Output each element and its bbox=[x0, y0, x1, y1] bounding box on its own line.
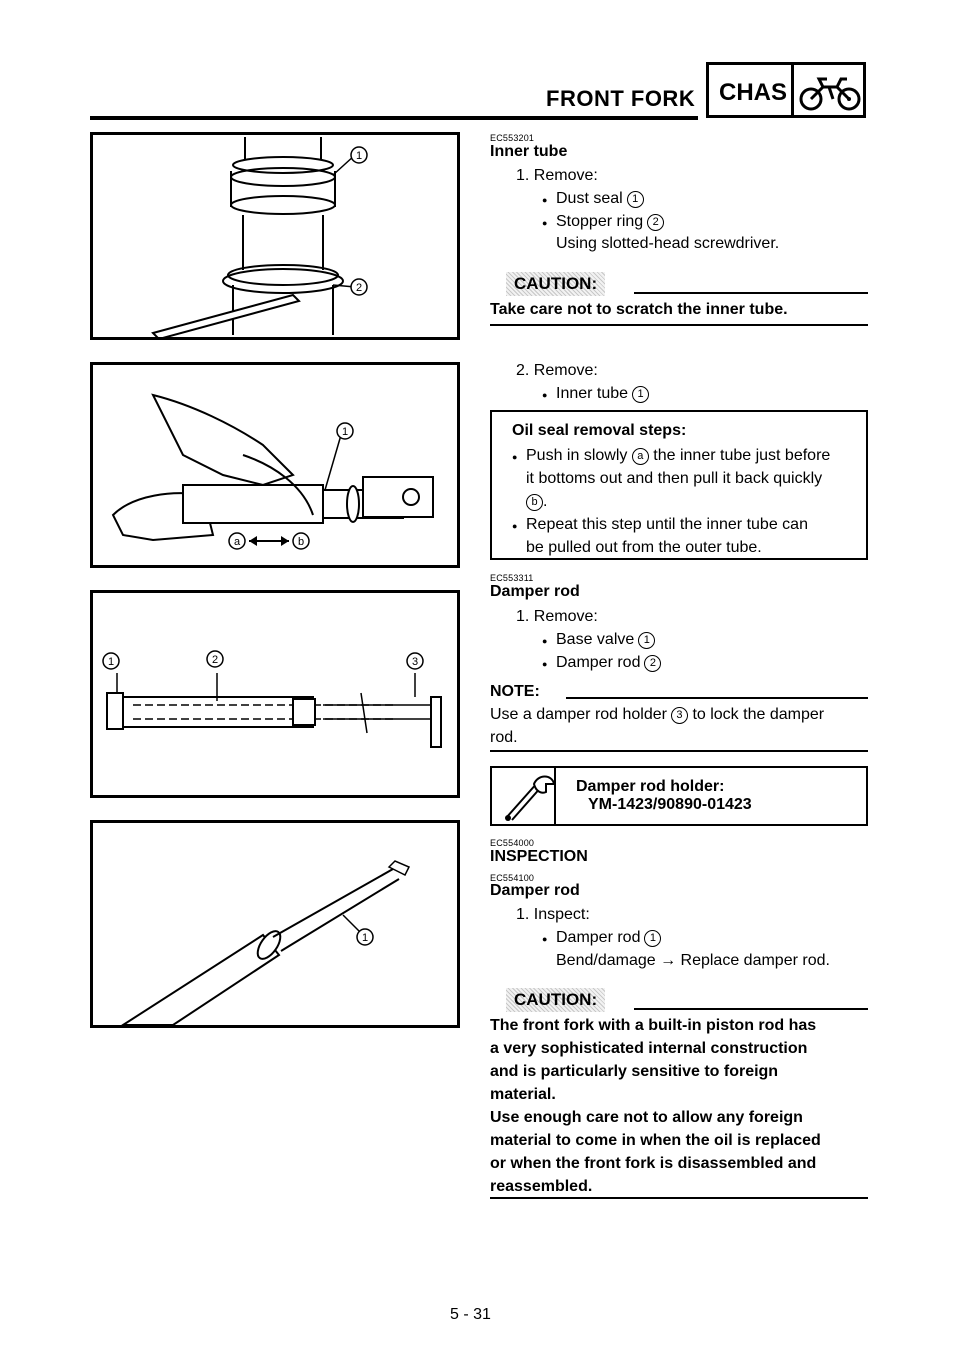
step-text: 1. Remove: bbox=[516, 167, 598, 184]
section-code: EC554000 bbox=[490, 838, 535, 848]
result-text: Bend/damage → Replace damper rod. bbox=[556, 952, 830, 969]
list-item: ● Push in slowly a the inner tube just before bbox=[526, 446, 830, 466]
callout-3: 3 bbox=[411, 656, 419, 668]
list-item: ● Base valve 1 bbox=[556, 630, 655, 650]
note-text: Use a damper rod holder 3 to lock the damper bbox=[490, 706, 825, 723]
figure-inner-tube-removal bbox=[90, 362, 460, 568]
section-tab bbox=[706, 62, 866, 118]
caution-label: CAUTION: bbox=[506, 988, 605, 1012]
caution-text: Take care not to scratch the inner tube. bbox=[490, 301, 788, 318]
callout-1: 1 bbox=[355, 150, 363, 162]
figure-dust-seal-removal bbox=[90, 132, 460, 340]
section-code: EC553201 bbox=[490, 133, 535, 143]
callout-1: 1 bbox=[341, 426, 349, 438]
subsection-heading: Damper rod bbox=[490, 882, 580, 899]
wrench-icon bbox=[498, 772, 558, 822]
oil-seal-steps-box: Oil seal removal steps: ● Push in slowly a the inner tube just before it bottoms out and then pull it back quickly b . ● Repeat this step until the inner tube can be pulled out from the outer tube. bbox=[490, 410, 868, 560]
list-item: ● Inner tube 1 bbox=[556, 384, 649, 404]
list-item: ● Dust seal 1 bbox=[556, 189, 644, 209]
section-code: EC553311 bbox=[490, 573, 534, 583]
callout-1: 1 bbox=[107, 656, 115, 668]
list-item: ● Damper rod 1 bbox=[556, 928, 661, 948]
tool-part-number: YM-1423/90890-01423 bbox=[588, 796, 752, 813]
section-code: EC554100 bbox=[490, 873, 535, 883]
note-label: NOTE: bbox=[490, 683, 540, 700]
step-text: 1. Remove: bbox=[516, 608, 598, 625]
callout-2: 2 bbox=[211, 654, 219, 666]
header-rule bbox=[90, 116, 698, 120]
callout-a: a bbox=[233, 536, 241, 548]
section-heading: Damper rod bbox=[490, 583, 580, 600]
section-label: CHAS bbox=[719, 79, 788, 106]
section-heading: Inner tube bbox=[490, 143, 568, 160]
page-title: FRONT FORK bbox=[546, 86, 696, 111]
callout-1: 1 bbox=[361, 932, 369, 944]
list-item: ● Stopper ring 2 bbox=[556, 212, 664, 232]
figure-damper-rod-inspection bbox=[90, 820, 460, 1028]
list-item: ● Repeat this step until the inner tube can bbox=[526, 515, 808, 535]
callout-b: b bbox=[297, 536, 305, 548]
list-item: ● Damper rod 2 bbox=[556, 653, 661, 673]
special-tool-box bbox=[490, 766, 868, 826]
tool-name: Damper rod holder: bbox=[576, 778, 725, 795]
caution-label: CAUTION: bbox=[506, 272, 605, 296]
step-text: 2. Remove: bbox=[516, 362, 598, 379]
figure-damper-rod-removal bbox=[90, 590, 460, 798]
callout-2: 2 bbox=[355, 282, 363, 294]
note-text: Using slotted-head screwdriver. bbox=[556, 235, 780, 252]
page-number: 5 - 31 bbox=[450, 1306, 491, 1323]
box-title: Oil seal removal steps: bbox=[512, 422, 687, 439]
section-heading: INSPECTION bbox=[490, 848, 588, 865]
motorcycle-icon bbox=[797, 71, 863, 115]
step-text: 1. Inspect: bbox=[516, 906, 590, 923]
caution-text: The front fork with a built-in piston rod has a very sophisticated internal construction and is particularly sensitive to foreign material. Use enough care not to allow any foreign material to come in when the oil is replaced or when the front fork is disassembled and reassembled. bbox=[490, 1017, 821, 1195]
